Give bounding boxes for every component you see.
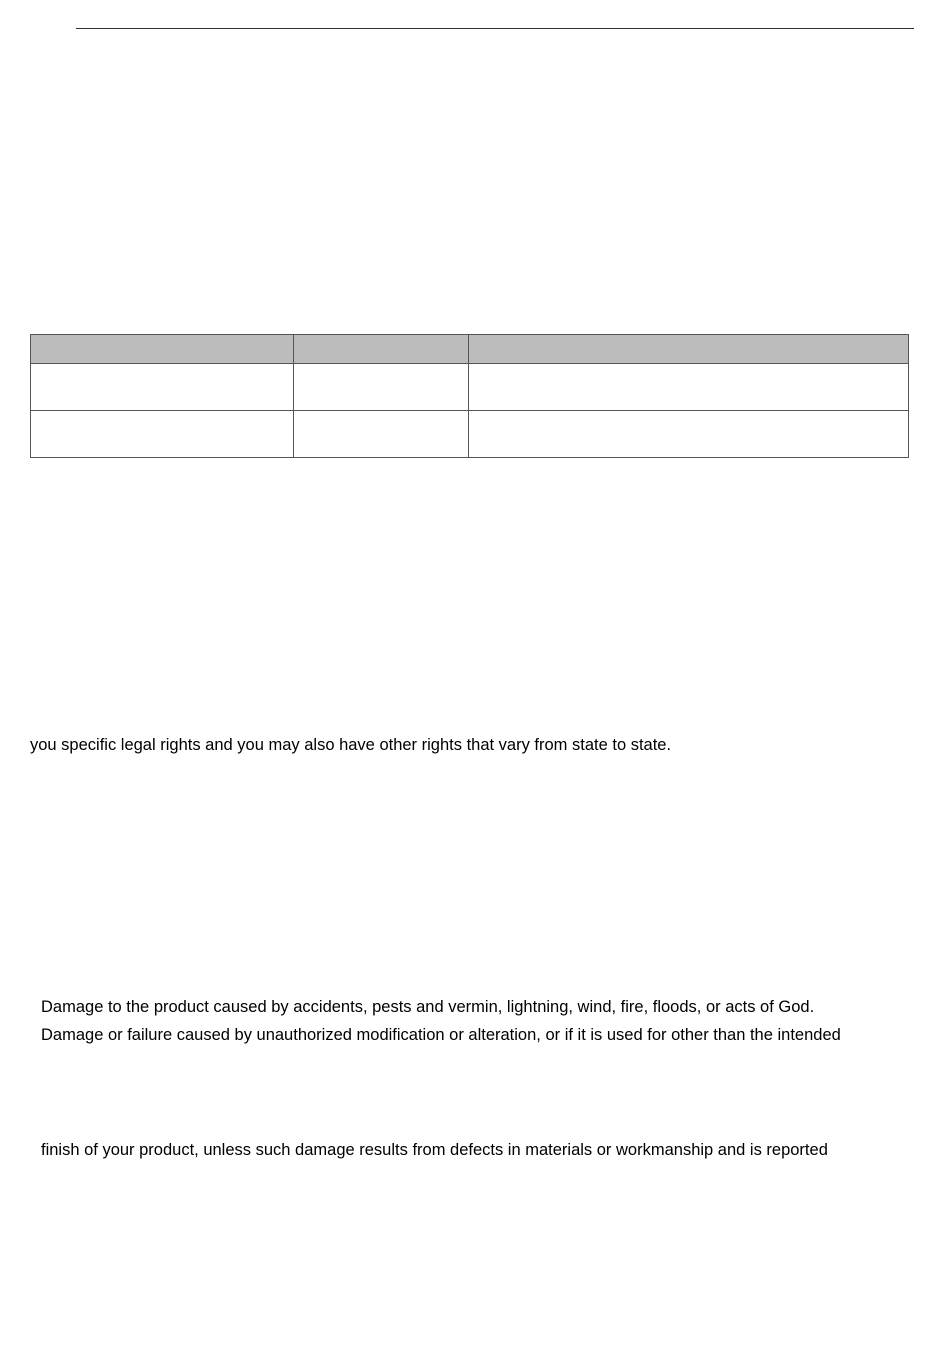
table-cell (469, 411, 909, 458)
table-cell (294, 364, 469, 411)
table-header-cell (294, 335, 469, 364)
table-header-cell (31, 335, 294, 364)
exclusion-accidents-text: Damage to the product caused by accidents, pests and vermin, lightning, wind, fire, floods, or acts of God. (41, 998, 815, 1016)
table-row (31, 364, 909, 411)
exclusion-finish-text: finish of your product, unless such damage results from defects in materials or workmanship and is reported (41, 1141, 828, 1159)
table-cell (31, 411, 294, 458)
table-header-cell (469, 335, 909, 364)
table-header-row (31, 335, 909, 364)
legal-rights-text: you specific legal rights and you may also have other rights that vary from state to state. (30, 736, 672, 754)
exclusion-modification-text: Damage or failure caused by unauthorized modification or alteration, or if it is used for other than the intended (41, 1026, 841, 1044)
table-cell (31, 364, 294, 411)
table-cell (294, 411, 469, 458)
table-row (31, 411, 909, 458)
warranty-table (30, 334, 909, 458)
table-cell (469, 364, 909, 411)
header-rule (76, 28, 914, 29)
